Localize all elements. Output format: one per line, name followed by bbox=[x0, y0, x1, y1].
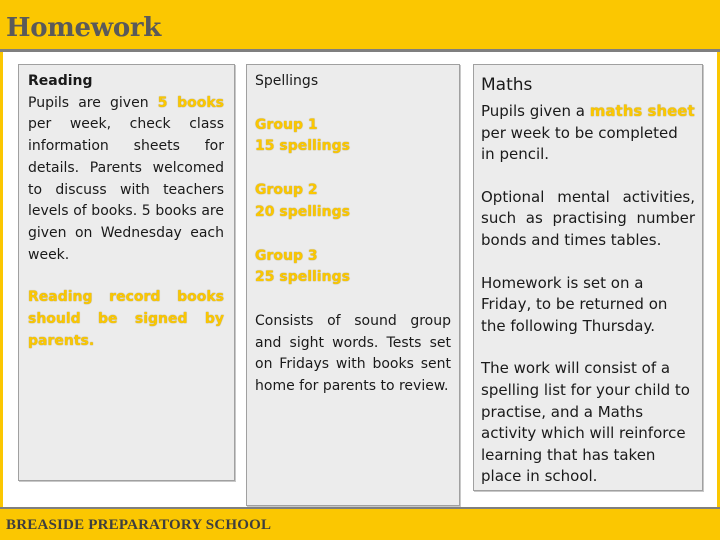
reading-text-pre: Pupils are given bbox=[28, 94, 158, 111]
spelling-group bbox=[255, 246, 451, 289]
spelling-group-name: Group 2 bbox=[255, 182, 318, 199]
maths-text-pre: Pupils given a bbox=[481, 102, 590, 120]
spellings-heading: Spellings bbox=[255, 73, 319, 89]
spelling-group bbox=[255, 180, 451, 223]
maths-description bbox=[481, 101, 695, 166]
maths-schedule: Homework is set on a Friday, to be returned on the following Thursday. bbox=[481, 273, 668, 335]
page-title: Homework bbox=[6, 13, 161, 43]
spelling-group-count: 20 spellings bbox=[255, 203, 350, 220]
school-name: BREASIDE PREPARATORY SCHOOL bbox=[6, 517, 272, 533]
reading-heading: Reading bbox=[28, 73, 93, 89]
reading-description bbox=[28, 93, 224, 267]
reading-note: Reading record books should be signed by parents. bbox=[28, 289, 224, 349]
spelling-group-name: Group 1 bbox=[255, 116, 318, 133]
spelling-group-name: Group 3 bbox=[255, 247, 318, 264]
spelling-group bbox=[255, 115, 451, 158]
spelling-group-count: 25 spellings bbox=[255, 269, 350, 286]
spelling-group-count: 15 spellings bbox=[255, 138, 350, 155]
maths-text-post: per week to be completed in pencil. bbox=[481, 123, 678, 164]
maths-highlight: maths sheet bbox=[589, 102, 695, 120]
maths-optional: Optional mental activities, such as practising number bonds and times tables. bbox=[481, 187, 695, 249]
reading-highlight: 5 books bbox=[157, 94, 224, 111]
spellings-panel bbox=[246, 64, 460, 506]
reading-panel bbox=[18, 64, 235, 481]
reading-text-post: per week, check class information sheets for details. Parents welcomed to discuss with teachers levels of books. 5 books are given on Wednesday each week. bbox=[28, 116, 224, 263]
maths-heading: Maths bbox=[481, 75, 533, 95]
maths-panel bbox=[473, 64, 703, 491]
spellings-description: Consists of sound group and sight words. Tests set on Fridays with books sent home for parents to review. bbox=[255, 312, 451, 395]
maths-content: The work will consist of a spelling list for your child to practise, and a Maths activity which will reinforce learning that has taken place in school. bbox=[481, 359, 690, 486]
